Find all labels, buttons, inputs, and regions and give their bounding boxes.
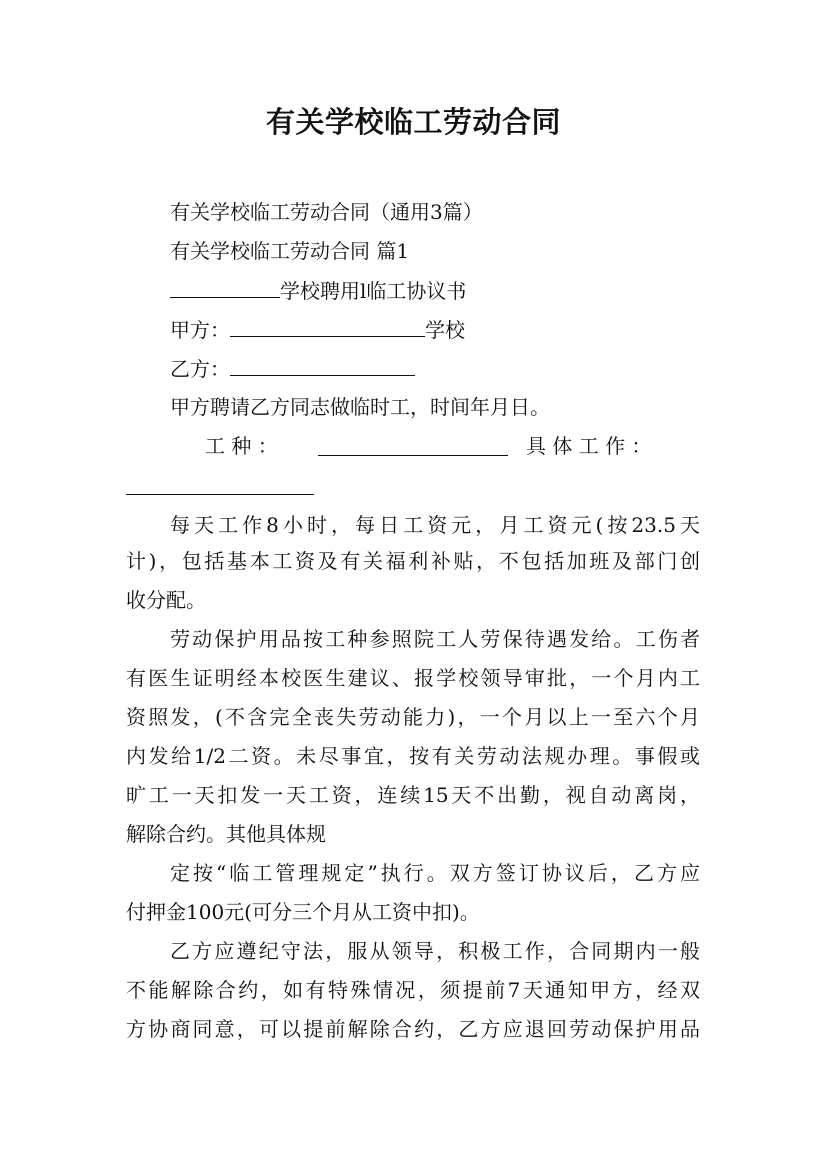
job-type-blank (318, 435, 508, 456)
party-b-line (170, 355, 415, 382)
paragraph-line: 解除合约。其他具体规 (126, 822, 326, 846)
party-a-suffix: 学校 (425, 318, 465, 342)
job-detail-label: 具 体 工 作 ： (526, 434, 652, 458)
party-a-label: 甲方： (170, 318, 230, 342)
school-name-blank (170, 277, 280, 298)
paragraph-line: 有医生证明经本校医生建议、报学校领导审批，一个月内工 (126, 666, 700, 690)
paragraph-line: 收分配。 (126, 588, 206, 612)
hire-statement: 甲方聘请乙方同志做临时工，时间年月日。 (170, 395, 550, 419)
paragraph-line: 定按“临工管理规定”执行。双方签订协议后，乙方应 (170, 861, 700, 885)
paragraph-line: 旷工一天扣发一天工资，连续15天不出勤，视自动离岗， (126, 783, 700, 807)
document-title: 有关学校临工劳动合同 (265, 105, 561, 139)
paragraph-line: 资照发，(不含完全丧失劳动能力)，一个月以上一至六个月 (126, 705, 700, 729)
paragraph-line: 乙方应遵纪守法，服从领导，积极工作，合同期内一般 (170, 939, 700, 963)
party-a-line (170, 316, 465, 343)
job-detail-blank (126, 474, 314, 495)
paragraph-line: 内发给1/2二资。未尽事宜，按有关劳动法规办理。事假或 (126, 744, 700, 768)
paragraph-line: 计)，包括基本工资及有关福利补贴，不包括加班及部门创 (126, 549, 700, 573)
section-heading: 有关学校临工劳动合同 篇1 (170, 239, 410, 263)
job-type-label: 工 种 ： (205, 434, 278, 458)
paragraph-line: 每天工作8小时，每日工资元，月工资元(按23.5天 (170, 513, 700, 537)
intro-line: 有关学校临工劳动合同（通用3篇） (170, 200, 483, 224)
party-b-label: 乙方： (170, 357, 230, 381)
paragraph-line: 方协商同意，可以提前解除合约，乙方应退回劳动保护用品 (126, 1017, 700, 1041)
paragraph-line: 劳动保护用品按工种参照院工人劳保待遇发给。工伤者 (170, 627, 700, 651)
party-b-blank (230, 355, 415, 376)
paragraph-line: 付押金100元(可分三个月从工资中扣)。 (126, 900, 480, 924)
party-a-blank (230, 316, 425, 337)
agreement-heading (170, 277, 466, 304)
agreement-heading-text: 学校聘用l临工协议书 (280, 279, 467, 303)
paragraph-line: 不能解除合约，如有特殊情况，须提前7天通知甲方，经双 (126, 978, 700, 1002)
